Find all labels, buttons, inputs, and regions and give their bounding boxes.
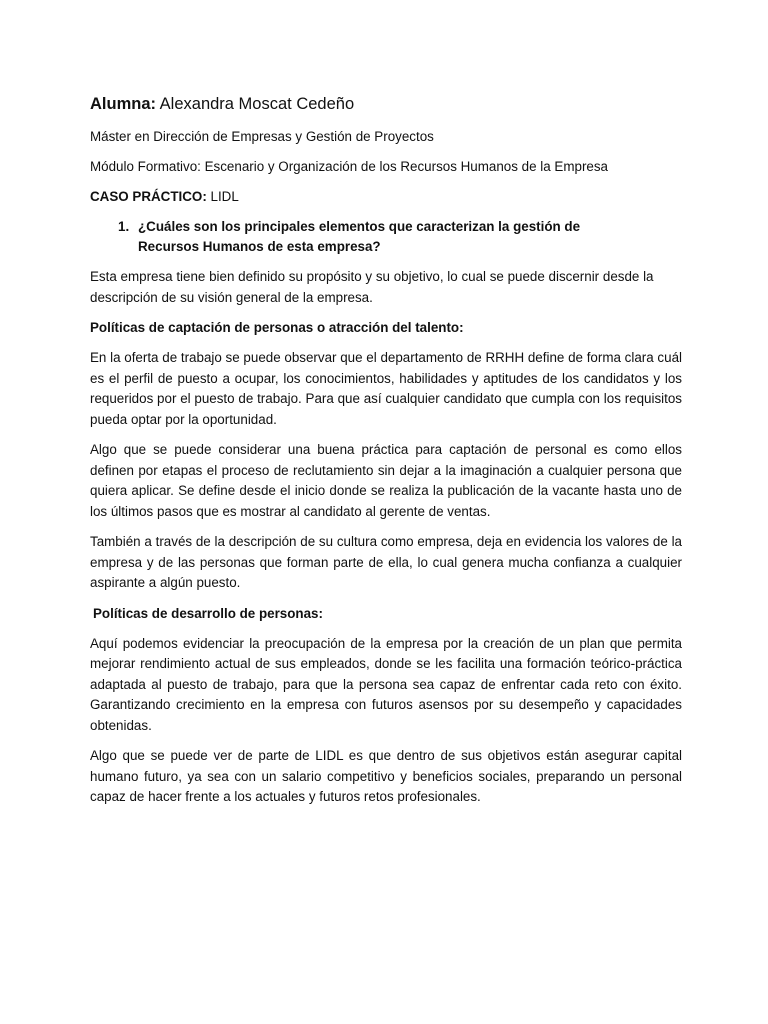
attraction-paragraph-3: También a través de la descripción de su cultura como empresa, deja en evidencia los valores de la empresa y de las personas que forman parte de ella, lo cual genera mucha confianza a cualquier aspirante a algún puesto. (90, 534, 682, 590)
attraction-paragraph-2: Algo que se puede considerar una buena práctica para captación de personal es como ellos definen por etapas el proceso de reclutamiento sin dejar a la imaginación a cualquier persona que quiera aplicar. Se define desde el inicio donde se realiza la publicación de la vacante hasta uno de los últimos pasos que es mostrar al candidato al gerente de ventas. (90, 442, 682, 519)
student-label: Alumna: (90, 95, 156, 113)
case-value: LIDL (206, 189, 239, 204)
development-heading: Políticas de desarrollo de personas: (93, 605, 323, 621)
question-text: ¿Cuáles son los principales elementos que caracterizan la gestión de Recursos Humanos de esta empresa? (138, 219, 581, 254)
module-line: Módulo Formativo: Escenario y Organización de los Recursos Humanos de la Empresa (90, 159, 609, 174)
development-paragraph-2: Algo que se puede ver de parte de LIDL es que dentro de sus objetivos están asegurar capital humano futuro, ya sea con un salario competitivo y beneficios sociales, preparando un personal capaz de hacer frente a los actuales y futuros retos profesionales. (90, 748, 682, 804)
student-line (90, 93, 682, 115)
case-label: CASO PRÁCTICO: (90, 189, 207, 204)
question-item (90, 217, 682, 257)
attraction-heading: Políticas de captación de personas o atracción del talento: (90, 320, 464, 335)
question-number: 1. (118, 219, 130, 234)
student-name: Alexandra Moscat Cedeño (156, 95, 355, 113)
intro-paragraph: Esta empresa tiene bien definido su propósito y su objetivo, lo cual se puede discernir desde la descripción de su visión general de la empresa. (90, 269, 654, 305)
master-line: Máster en Dirección de Empresas y Gestión de Proyectos (90, 129, 434, 144)
attraction-paragraph-1: En la oferta de trabajo se puede observar que el departamento de RRHH define de forma clara cuál es el perfil de puesto a ocupar, los conocimientos, habilidades y aptitudes de los candidatos y los requeridos por el puesto de trabajo. Para que así cualquier candidato que cumpla con los requisitos pueda optar por la oportunidad. (90, 350, 682, 427)
case-line (90, 187, 682, 207)
development-paragraph-1: Aquí podemos evidenciar la preocupación de la empresa por la creación de un plan que permita mejorar rendimiento actual de sus empleados, donde se les facilita una formación teórico-práctica adaptada al puesto de trabajo, para que la persona sea capaz de enfrentar cada reto con éxito. Garantizando crecimiento en la empresa con futuros asensos por su desempeño y capacidades obtenidas. (90, 635, 682, 733)
